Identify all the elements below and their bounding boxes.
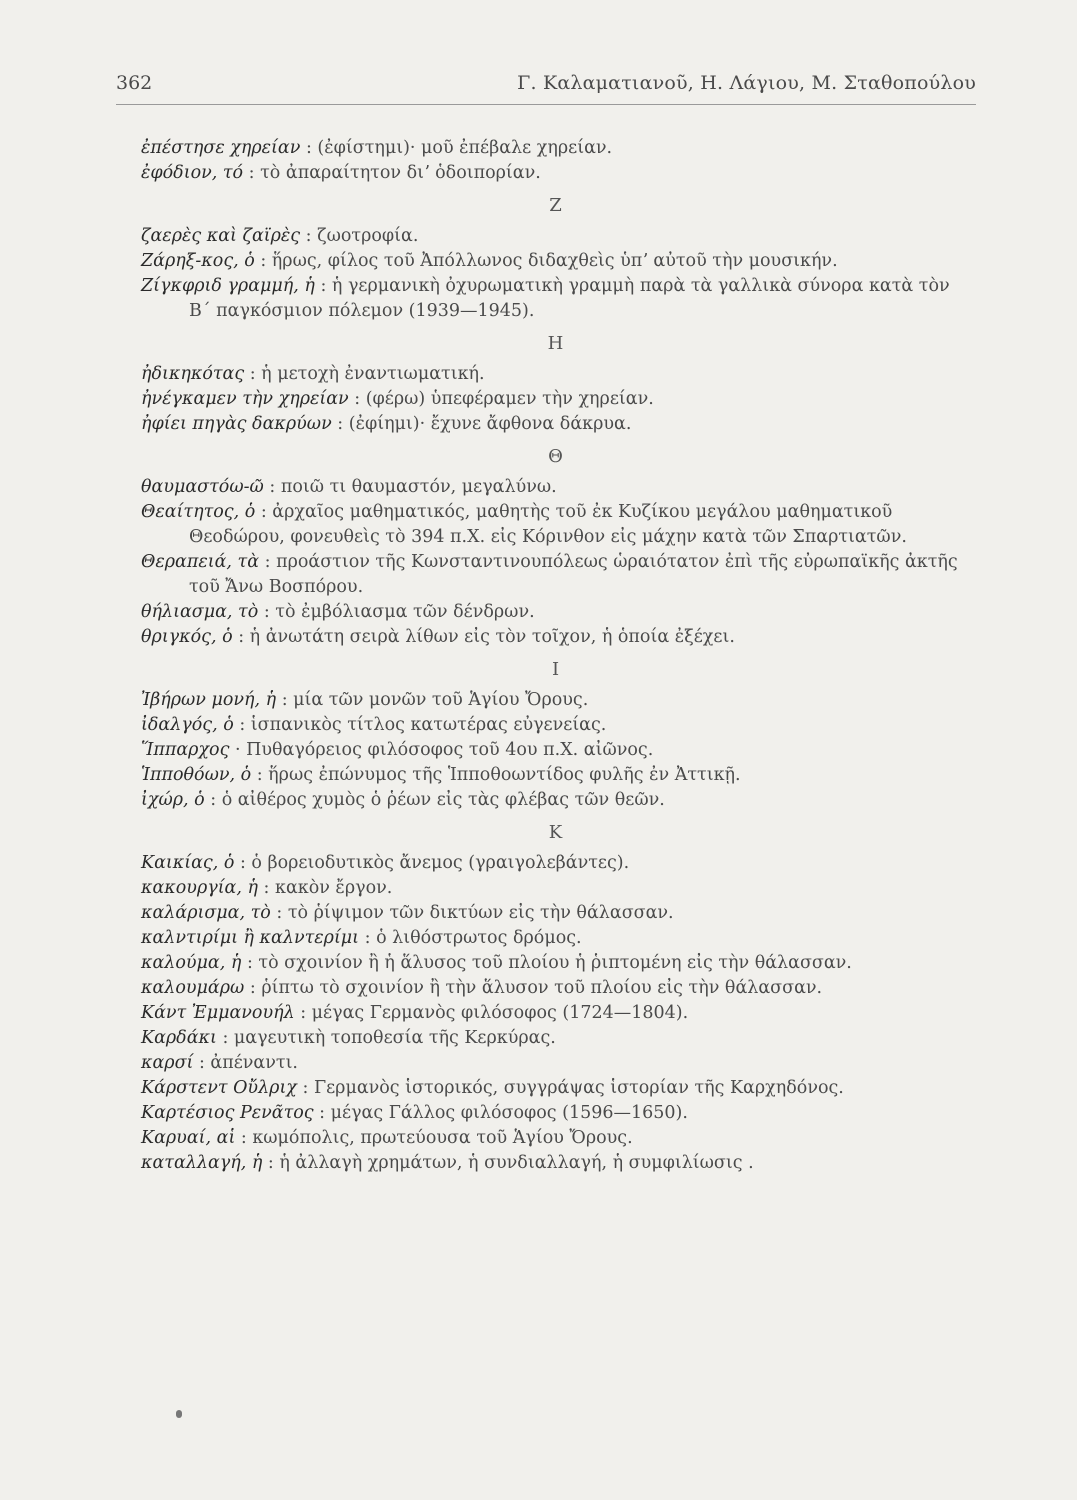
entry-definition: : προάστιον τῆς Κωνσταντινουπόλεως ὡραιότατον ἐπὶ τῆς εὐρωπαϊκῆς ἀκτῆς τοῦ Ἄνω Βοσπόρου. (189, 552, 958, 597)
glossary-entry (141, 224, 971, 249)
entry-term: ἐπέστησε χηρείαν (141, 138, 301, 158)
glossary-content (141, 136, 971, 1176)
entry-definition: : κακὸν ἔργον. (257, 878, 393, 898)
entry-term: καλούμα, ἡ (141, 953, 242, 973)
entry-term: θήλιασμα, τὸ (141, 602, 259, 622)
ink-speck (176, 1410, 182, 1418)
running-head: Γ. Καλαματιανοῦ, Η. Λάγιου, Μ. Σταθοπούλου (517, 72, 976, 94)
glossary-entry (141, 500, 971, 550)
entry-definition: : κωμόπολις, πρωτεύουσα τοῦ Ἁγίου Ὄρους. (235, 1128, 633, 1148)
glossary-entry (141, 976, 971, 1001)
entry-definition: : ποιῶ τι θαυμαστόν, μεγαλύνω. (263, 477, 557, 497)
entry-definition: : ἥρως, φίλος τοῦ Ἀπόλλωνος διδαχθεὶς ὑπʼ αὐτοῦ τὴν μουσικήν. (254, 251, 838, 271)
glossary-entry (141, 625, 971, 650)
entry-term: καλουμάρω (141, 978, 245, 998)
glossary-entry (141, 362, 971, 387)
entry-term: Καρτέσιος Ρενᾶτος (141, 1103, 314, 1123)
glossary-entry (141, 788, 971, 813)
entry-term: ἠφίει πηγὰς δακρύων (141, 414, 332, 434)
glossary-entry (141, 876, 971, 901)
section-letter: Ζ (549, 195, 563, 216)
entry-term: Ἰβήρων μονή, ἡ (141, 690, 277, 710)
glossary-entry (141, 161, 971, 186)
entry-term: Κάντ Ἐμμανουήλ (141, 1003, 295, 1023)
section-letter: Θ (548, 446, 564, 467)
entry-term: θριγκός, ὁ (141, 627, 233, 647)
page-header (116, 72, 976, 100)
entry-definition: : (φέρω) ὑπεφέραμεν τὴν χηρείαν. (348, 389, 654, 409)
entry-term: κακουργία, ἡ (141, 878, 258, 898)
glossary-entry (141, 901, 971, 926)
entry-term: καρσί (141, 1053, 194, 1073)
section-letter: Ι (551, 659, 561, 680)
glossary-entry (141, 550, 971, 600)
entry-term: ζαερὲς καὶ ζαϊρὲς (141, 226, 301, 246)
entry-definition: : ὁ αἰθέρος χυμὸς ὁ ῥέων εἰς τὰς φλέβας τῶν θεῶν. (204, 790, 665, 810)
entry-definition: : τὸ ἐμβόλιασμα τῶν δένδρων. (258, 602, 535, 622)
entry-definition: : ὁ βορειοδυτικὸς ἄνεμος (γραιγολεβάντες). (234, 853, 630, 873)
glossary-entry (141, 1126, 971, 1151)
entry-term: Ζάρηξ-κος, ὁ (141, 251, 255, 271)
entry-definition: : ἀπέναντι. (193, 1053, 298, 1073)
glossary-entry (141, 1051, 971, 1076)
glossary-entry (141, 1101, 971, 1126)
glossary-entry (141, 1026, 971, 1051)
entry-definition: : ἡ μετοχὴ ἐναντιωματική. (244, 364, 485, 384)
glossary-entry (141, 951, 971, 976)
entry-definition: : μέγας Γάλλος φιλόσοφος (1596—1650). (313, 1103, 688, 1123)
glossary-entry (141, 412, 971, 437)
glossary-entry (141, 738, 971, 763)
glossary-entry (141, 1076, 971, 1101)
entry-term: θαυμαστόω-ῶ (141, 477, 264, 497)
entry-definition: : ἱσπανικὸς τίτλος κατωτέρας εὐγενείας. (233, 715, 607, 735)
section-letter: Η (547, 333, 565, 354)
entry-term: ἐφόδιον, τό (141, 163, 244, 183)
glossary-entry (141, 688, 971, 713)
entry-term: καταλλαγή, ἡ (141, 1153, 263, 1173)
glossary-entry (141, 1001, 971, 1026)
glossary-entry (141, 1151, 971, 1176)
entry-definition: : ἡ ἀνωτάτη σειρὰ λίθων εἰς τὸν τοῖχον, ἡ ὁποία ἐξέχει. (232, 627, 735, 647)
page-number: 362 (116, 72, 153, 94)
entry-term: Ζίγκφριδ γραμμή, ἡ (141, 276, 315, 296)
entry-definition: : (ἐφίημι)· ἔχυνε ἄφθονα δάκρυα. (331, 414, 632, 434)
glossary-entry (141, 136, 971, 161)
glossary-entry (141, 926, 971, 951)
entry-definition: : (ἐφίστημι)· μοῦ ἐπέβαλε χηρείαν. (300, 138, 613, 158)
entry-definition: : μία τῶν μονῶν τοῦ Ἁγίου Ὄρους. (276, 690, 589, 710)
entry-definition: : ἡ γερμανικὴ ὀχυρωματικὴ γραμμὴ παρὰ τὰ γαλλικὰ σύνορα κατὰ τὸν Β΄ παγκόσμιον πόλεμον (1939—1945). (189, 276, 950, 321)
glossary-entry (141, 475, 971, 500)
entry-term: Καρδάκι (141, 1028, 217, 1048)
entry-definition: : ἡ ἀλλαγὴ χρημάτων, ἡ συνδιαλλαγή, ἡ συμφιλίωσις . (262, 1153, 754, 1173)
entry-definition: : τὸ ἀπαραίτητον διʼ ὁδοιπορίαν. (243, 163, 541, 183)
entry-term: Ἵππαρχος (141, 740, 230, 760)
entry-term: ἠνέγκαμεν τὴν χηρείαν (141, 389, 349, 409)
entry-term: Καικίας, ὁ (141, 853, 235, 873)
entry-definition: : τὸ ῥίψιμον τῶν δικτύων εἰς τὴν θάλασσαν. (270, 903, 674, 923)
entry-definition: : ἀρχαῖος μαθηματικός, μαθητὴς τοῦ ἐκ Κυζίκου μεγάλου μαθηματικοῦ Θεοδώρου, φονευθεὶς τὸ 394 π.Χ. εἰς Κόρινθον εἰς μάχην κατὰ τῶν Σπαρτιατῶν. (189, 502, 907, 547)
entry-term: ἰχώρ, ὁ (141, 790, 205, 810)
entry-term: καλντιρίμι ἢ καλντερίμι (141, 928, 360, 948)
glossary-entry (141, 600, 971, 625)
entry-definition: : μέγας Γερμανὸς φιλόσοφος (1724—1804). (294, 1003, 689, 1023)
header-rule (116, 104, 976, 105)
entry-term: καλάρισμα, τὸ (141, 903, 271, 923)
entry-definition: · Πυθαγόρειος φιλόσοφος τοῦ 4ου π.Χ. αἰῶνος. (229, 740, 654, 760)
glossary-entry (141, 851, 971, 876)
entry-term: Θεραπειά, τὰ (141, 552, 260, 572)
entry-term: Θεαίτητος, ὁ (141, 502, 256, 522)
glossary-entry (141, 387, 971, 412)
glossary-entry (141, 713, 971, 738)
glossary-entry (141, 274, 971, 324)
entry-term: Καρυαί, αἱ (141, 1128, 236, 1148)
entry-definition: : μαγευτικὴ τοποθεσία τῆς Κερκύρας. (216, 1028, 556, 1048)
entry-definition: : ζωοτροφία. (300, 226, 419, 246)
entry-definition: : τὸ σχοινίον ἢ ἡ ἅλυσος τοῦ πλοίου ἡ ῥιπτομένη εἰς τὴν θάλασσαν. (241, 953, 852, 973)
entry-term: Ἱπποθόων, ὁ (141, 765, 252, 785)
entry-term: Κάρστεντ Οὔλριχ (141, 1078, 297, 1098)
entry-definition: : ῥίπτω τὸ σχοινίον ἢ τὴν ἅλυσον τοῦ πλοίου εἰς τὴν θάλασσαν. (244, 978, 823, 998)
entry-definition: : ἥρως ἐπώνυμος τῆς Ἱπποθοωντίδος φυλῆς ἐν Ἀττικῇ. (251, 765, 741, 785)
glossary-entry (141, 763, 971, 788)
glossary-entry (141, 249, 971, 274)
entry-term: ἰδαλγός, ὁ (141, 715, 234, 735)
section-letter: Κ (548, 822, 564, 843)
entry-term: ἠδικηκότας (141, 364, 245, 384)
entry-definition: : ὁ λιθόστρωτος δρόμος. (359, 928, 582, 948)
entry-definition: : Γερμανὸς ἱστορικός, συγγράψας ἱστορίαν τῆς Καρχηδόνος. (296, 1078, 844, 1098)
